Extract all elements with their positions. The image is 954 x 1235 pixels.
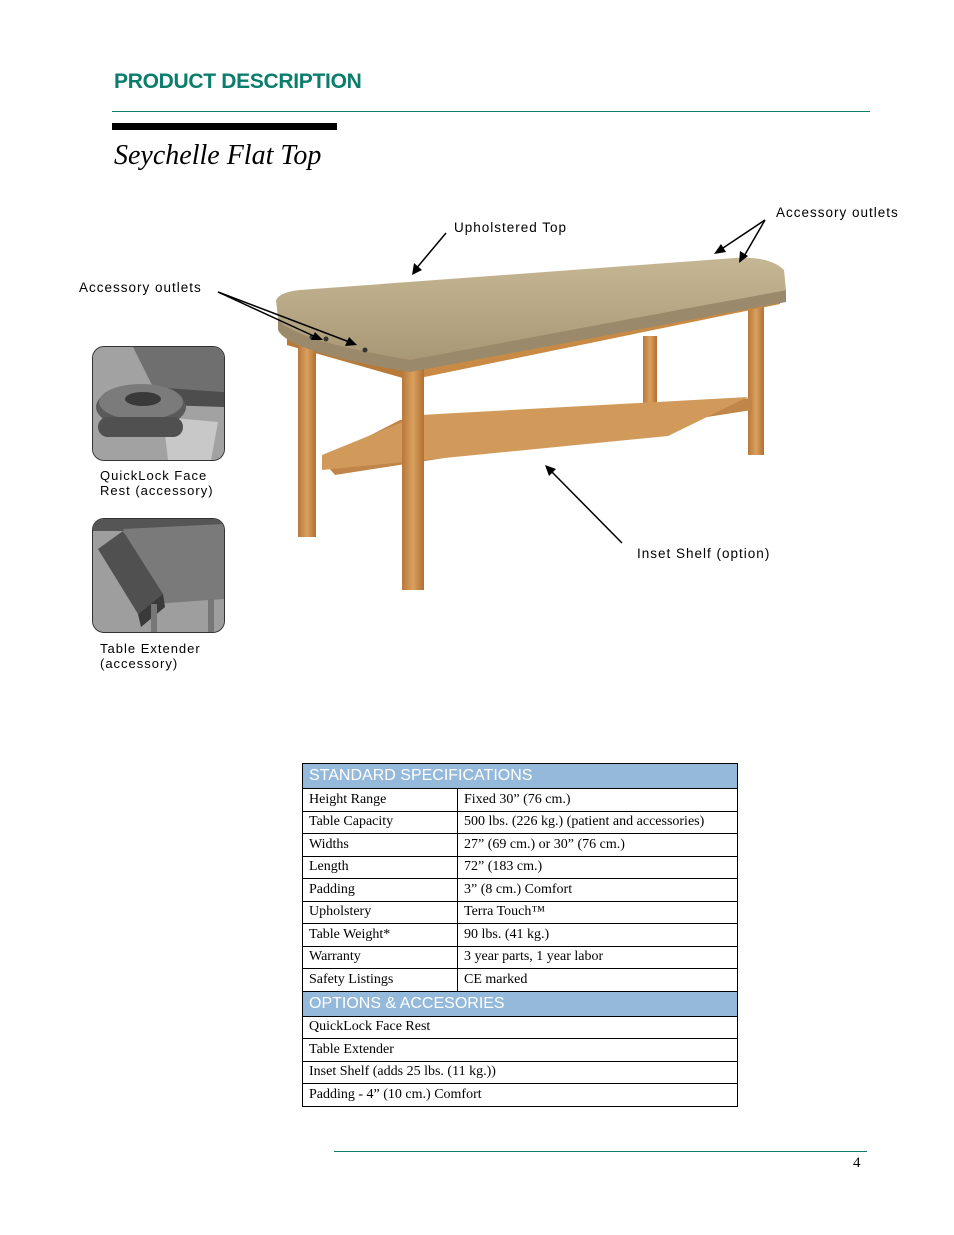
options-header-row [303,991,738,1016]
callout-upholstered-top: Upholstered Top [454,220,568,235]
spec-label: Upholstery [303,901,458,924]
face-rest-caption-line1: QuickLock Face [100,468,208,483]
table-row [303,1061,738,1084]
spec-value: Fixed 30” (76 cm.) [458,789,738,812]
table-row [303,924,738,947]
table-row [303,879,738,902]
option-item: QuickLock Face Rest [303,1016,738,1039]
option-item: Table Extender [303,1039,738,1062]
product-title: Seychelle Flat Top [114,140,322,171]
spec-value: 72” (183 cm.) [458,856,738,879]
spec-label: Table Weight* [303,924,458,947]
options-header: OPTIONS & ACCESORIES [303,991,738,1016]
table-extender-photo [92,518,225,633]
face-rest-photo [92,346,225,461]
table-row [303,789,738,812]
table-row [303,1016,738,1039]
specs-header: STANDARD SPECIFICATIONS [303,764,738,789]
table-row [303,969,738,992]
spec-value: 500 lbs. (226 kg.) (patient and accessories) [458,811,738,834]
table-extender-caption [100,641,201,671]
table-row [303,901,738,924]
face-rest-caption [100,468,214,498]
face-rest-image [93,347,224,460]
option-item: Inset Shelf (adds 25 lbs. (11 kg.)) [303,1061,738,1084]
specifications-table [302,763,738,1107]
spec-label: Widths [303,834,458,857]
callout-accessory-outlets-right: Accessory outlets [776,205,899,220]
table-extender-image [93,519,224,632]
spec-label: Length [303,856,458,879]
spec-value: 3” (8 cm.) Comfort [458,879,738,902]
spec-value: CE marked [458,969,738,992]
spec-label: Safety Listings [303,969,458,992]
table-row [303,946,738,969]
table-row [303,856,738,879]
specs-header-row [303,764,738,789]
page-number: 4 [853,1155,861,1171]
section-title: PRODUCT DESCRIPTION [114,70,362,93]
spec-label: Height Range [303,789,458,812]
spec-value: 90 lbs. (41 kg.) [458,924,738,947]
spec-label: Table Capacity [303,811,458,834]
face-rest-caption-line2: Rest (accessory) [100,483,214,498]
table-extender-caption-line1: Table Extender [100,641,201,656]
table-row [303,811,738,834]
spec-value: 3 year parts, 1 year labor [458,946,738,969]
table-row [303,1084,738,1107]
table-extender-caption-line2: (accessory) [100,656,179,671]
footer-rule [334,1151,867,1152]
callout-inset-shelf: Inset Shelf (option) [637,546,771,561]
callout-accessory-outlets-left: Accessory outlets [79,280,202,295]
spec-label: Padding [303,879,458,902]
table-row [303,1039,738,1062]
table-row [303,834,738,857]
spec-label: Warranty [303,946,458,969]
spec-value: Terra Touch™ [458,901,738,924]
option-item: Padding - 4” (10 cm.) Comfort [303,1084,738,1107]
spec-value: 27” (69 cm.) or 30” (76 cm.) [458,834,738,857]
